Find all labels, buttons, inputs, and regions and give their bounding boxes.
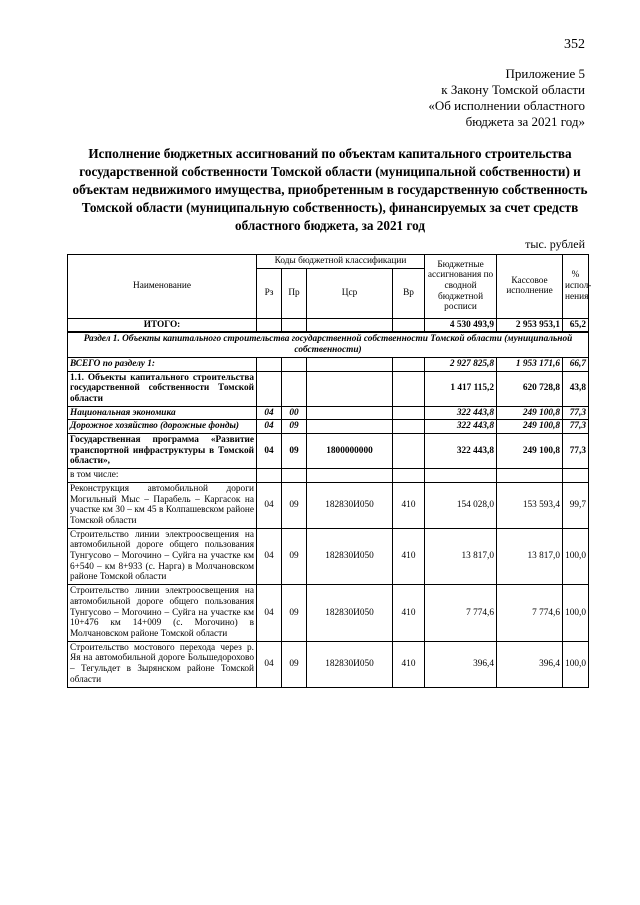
including-row [68,469,589,483]
economy-row [68,406,589,420]
cell-name: Государственная программа «Развитие транспортной инфраструктуры в Томской области», [68,434,257,469]
col-header-vr: Вр [393,268,425,318]
cell-pr: 09 [282,420,307,434]
cell-cash: 249 100,8 [497,434,563,469]
cell-rz: 04 [257,420,282,434]
cell-cash: 13 817,0 [497,528,563,585]
cell-pct: 77,3 [563,406,589,420]
subsection-row [68,371,589,406]
cell-pct: 100,0 [563,641,589,687]
cell-rz: 04 [257,406,282,420]
cell-name: 1.1. Объекты капитального строительства государственной собственности Томской области [68,371,257,406]
program-row [68,434,589,469]
roads-row [68,420,589,434]
cell-rz: 04 [257,434,282,469]
cell-assign: 322 443,8 [425,434,497,469]
col-header-codes: Коды бюджетной классификации [257,255,425,269]
cell-name: Строительство линии электроосвещения на автомобильной дороге общего пользования Тунгусово – Могочино – Суйга на участке км 6+540 – км 8+933 (с. Нарга) в Молчановском районе Томской области [68,528,257,585]
cell-assign: 322 443,8 [425,420,497,434]
cell-cash: 7 774,6 [497,585,563,642]
header-row [68,255,589,269]
section-total-row [68,357,589,371]
cell-assign: 322 443,8 [425,406,497,420]
cell-vr: 410 [393,482,425,528]
cell-pct: 43,8 [563,371,589,406]
cell-name: ВСЕГО по разделу 1: [68,357,257,371]
appendix-line: «Об исполнении областного [428,98,585,113]
cell-cash: 620 728,8 [497,371,563,406]
cell-csr: 182830И050 [307,585,393,642]
cell-pr: 09 [282,434,307,469]
appendix-line: к Закону Томской области [441,82,585,97]
cell-pct: 66,7 [563,357,589,371]
cell-pct: 99,7 [563,482,589,528]
cell-vr: 410 [393,585,425,642]
cell-assign: 4 530 493,9 [425,318,497,332]
cell-assign: 13 817,0 [425,528,497,585]
cell-pct: 77,3 [563,420,589,434]
cell-cash: 1 953 171,6 [497,357,563,371]
appendix-line: Приложение 5 [505,66,585,81]
table-row [68,482,589,528]
col-header-percent: % испол-нения [563,255,589,319]
cell-name: в том числе: [68,469,257,483]
cell-pr: 09 [282,482,307,528]
cell-csr: 1800000000 [307,434,393,469]
appendix-note [428,66,585,130]
table-row [68,641,589,687]
cell-pct: 65,2 [563,318,589,332]
cell-name: Реконструкция автомобильной дороги Могильный Мыс – Парабель – Каргасок на участке км 30 – км 45 в Колпашевском районе Томской области [68,482,257,528]
cell-cash: 2 953 953,1 [497,318,563,332]
cell-csr: 182830И050 [307,528,393,585]
table-row [68,528,589,585]
cell-pr: 09 [282,528,307,585]
cell-assign: 396,4 [425,641,497,687]
cell-rz: 04 [257,585,282,642]
section-heading: Раздел 1. Объекты капитального строительства государственной собственности Томской области (муниципальной собственности) [68,332,589,357]
total-row [68,318,589,332]
cell-pr: 00 [282,406,307,420]
cell-name: ИТОГО: [68,318,257,332]
col-header-csr: Цср [307,268,393,318]
budget-table [67,254,592,688]
table-row [68,585,589,642]
col-header-name: Наименование [68,255,257,319]
cell-pct: 100,0 [563,528,589,585]
col-header-cash: Кассовое исполнение [497,255,563,319]
cell-assign: 154 028,0 [425,482,497,528]
cell-pct: 100,0 [563,585,589,642]
cell-pct: 77,3 [563,434,589,469]
cell-rz: 04 [257,528,282,585]
cell-assign: 7 774,6 [425,585,497,642]
cell-cash: 153 593,4 [497,482,563,528]
col-header-rz: Рз [257,268,282,318]
cell-vr: 410 [393,528,425,585]
col-header-assignments: Бюджетные ассигнования по сводной бюджетной росписи [425,255,497,319]
cell-name: Строительство линии электроосвещения на автомобильной дороге общего пользования Тунгусово – Могочино – Суйга на участке км 10+476 км 14+009 (с. Могочино) в Молчановском районе Томской области [68,585,257,642]
cell-assign: 1 417 115,2 [425,371,497,406]
cell-cash: 396,4 [497,641,563,687]
units-label: тыс. рублей [525,237,585,251]
cell-vr: 410 [393,641,425,687]
cell-rz: 04 [257,482,282,528]
page-number: 352 [564,37,585,52]
cell-name: Дорожное хозяйство (дорожные фонды) [68,420,257,434]
cell-cash: 249 100,8 [497,420,563,434]
cell-csr: 182830И050 [307,641,393,687]
cell-name: Строительство мостового перехода через р. Яя на автомобильной дороге Большедорохово – Тегульдет в Зырянском районе Томской области [68,641,257,687]
cell-csr: 182830И050 [307,482,393,528]
appendix-line: бюджета за 2021 год» [465,114,585,129]
col-header-pr: Пр [282,268,307,318]
section-row [68,332,589,357]
cell-rz: 04 [257,641,282,687]
cell-cash: 249 100,8 [497,406,563,420]
cell-pr: 09 [282,641,307,687]
cell-assign: 2 927 825,8 [425,357,497,371]
document-title: Исполнение бюджетных ассигнований по объектам капитального строительства государственной собственности Томской области (муниципальной собственности) и объектам недвижимого имущества, приобретенным в государственную собственность Томской области (муниципальную собственность), финансируемых за счет средств областного бюджета, за 2021 год [72,146,588,233]
cell-name: Национальная экономика [68,406,257,420]
cell-pr: 09 [282,585,307,642]
